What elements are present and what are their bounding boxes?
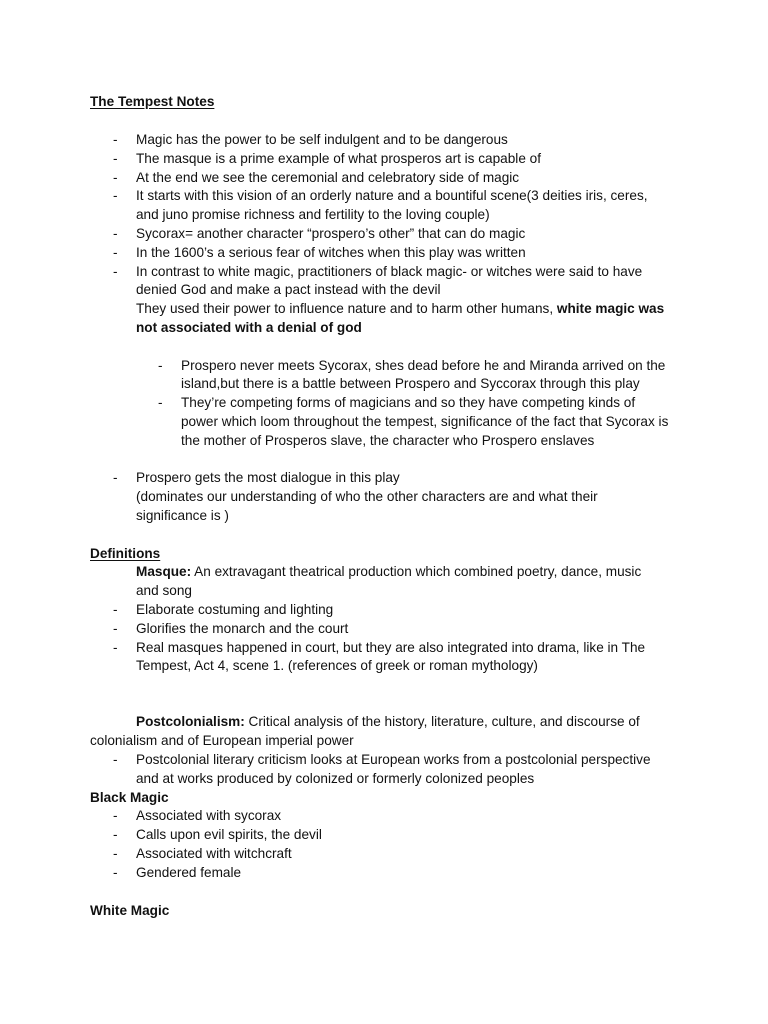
postcolonialism-definition (136, 712, 640, 731)
sub-bullet-dash: - (158, 395, 163, 410)
power-line-bold-continued: not associated with a denial of god (136, 320, 362, 335)
bullet-dash: - (113, 151, 118, 166)
bullet-dash: - (113, 132, 118, 147)
sub-bullet-text: Prospero never meets Sycorax, shes dead before he and Miranda arrived on the (181, 358, 666, 373)
power-line-bold: white magic was (556, 301, 665, 316)
bullet-dash: - (113, 264, 118, 279)
bullet-text-continued: and juno promise richness and fertility to the loving couple) (136, 207, 490, 222)
bullet-text: Prospero gets the most dialogue in this play (136, 470, 400, 485)
bullet-dash: - (113, 226, 118, 241)
bullet-text: In the 1600’s a serious fear of witches when this play was written (136, 245, 526, 260)
masque-def-text: An extravagant theatrical production which combined poetry, dance, music (191, 564, 642, 579)
bullet-dash: - (113, 846, 118, 861)
bullet-text-continued: (dominates our understanding of who the other characters are and what their (136, 489, 598, 504)
power-line-normal: They used their power to influence nature and to harm other humans, (136, 301, 557, 316)
masque-def-continued: and song (136, 583, 192, 598)
bullet-text: In contrast to white magic, practitioners of black magic- or witches were said to have (136, 264, 643, 279)
document-title: The Tempest Notes (90, 94, 215, 109)
bullet-text: It starts with this vision of an orderly nature and a bountiful scene(3 deities iris, ceres, (136, 188, 648, 203)
bullet-text: The masque is a prime example of what prosperos art is capable of (136, 151, 541, 166)
bullet-dash: - (113, 640, 118, 655)
postcolonialism-point-continued: and at works produced by colonized or formerly colonized peoples (136, 771, 535, 786)
bullet-dash: - (113, 470, 118, 485)
definitions-heading: Definitions (90, 546, 161, 561)
masque-point: Elaborate costuming and lighting (136, 602, 334, 617)
masque-point: Glorifies the monarch and the court (136, 621, 349, 636)
bullet-dash: - (113, 752, 118, 767)
postcolonialism-def-text: Critical analysis of the history, literature, culture, and discourse of (244, 714, 640, 729)
bullet-text-continued: denied God and make a pact instead with the devil (136, 282, 441, 297)
bullet-dash: - (113, 865, 118, 880)
postcolonialism-def-continued: colonialism and of European imperial power (90, 733, 354, 748)
bullet-text: Magic has the power to be self indulgent and to be dangerous (136, 132, 508, 147)
bullet-dash: - (113, 827, 118, 842)
black-magic-point: Associated with witchcraft (136, 846, 292, 861)
bullet-dash: - (113, 602, 118, 617)
bullet-dash: - (113, 170, 118, 185)
sub-bullet-text-continued: power which loom throughout the tempest, significance of the fact that Sycorax is (181, 414, 669, 429)
bullet-text: Sycorax= another character “prospero’s other” that can do magic (136, 226, 526, 241)
black-magic-point: Calls upon evil spirits, the devil (136, 827, 322, 842)
sub-bullet-dash: - (158, 358, 163, 373)
bullet-dash: - (113, 808, 118, 823)
sub-bullet-text-continued: the mother of Prosperos slave, the character who Prospero enslaves (181, 433, 595, 448)
masque-point: Real masques happened in court, but they are also integrated into drama, like in The (136, 640, 646, 655)
black-magic-heading: Black Magic (90, 790, 169, 805)
white-magic-heading: White Magic (90, 903, 170, 918)
bullet-text-continued: significance is ) (136, 508, 229, 523)
bullet-dash: - (113, 245, 118, 260)
masque-point-continued: Tempest, Act 4, scene 1. (references of greek or roman mythology) (136, 658, 538, 673)
bullet-text: At the end we see the ceremonial and celebratory side of magic (136, 170, 520, 185)
black-magic-point: Associated with sycorax (136, 808, 282, 823)
power-line (136, 299, 664, 318)
bullet-dash: - (113, 188, 118, 203)
bullet-dash: - (113, 621, 118, 636)
masque-definition (136, 562, 641, 581)
sub-bullet-text: They’re competing forms of magicians and so they have competing kinds of (181, 395, 636, 410)
postcolonialism-term: Postcolonialism: (136, 714, 245, 729)
postcolonialism-point: Postcolonial literary criticism looks at European works from a postcolonial perspective (136, 752, 651, 767)
black-magic-point: Gendered female (136, 865, 242, 880)
masque-term: Masque: (136, 564, 192, 579)
sub-bullet-text-continued: island,but there is a battle between Prospero and Syccorax through this play (181, 376, 640, 391)
